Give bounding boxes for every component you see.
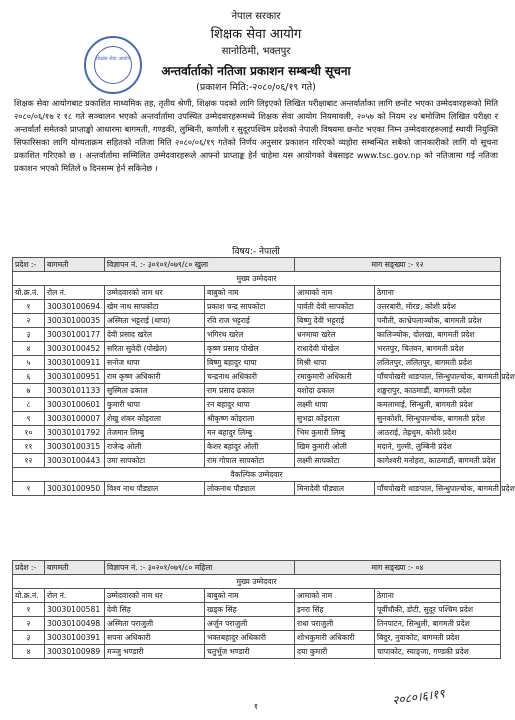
table-cell: भरतपुर, चितवन, बागमती प्रदेश [375,342,501,356]
table-row [13,314,501,328]
table-cell: 30030100950 [45,482,105,496]
table-cell: कृष्ण प्रसाद पोखेल [205,342,295,356]
commission-name: शिक्षक सेवा आयोग [210,27,302,42]
page-number: १ [253,702,259,711]
table-band [13,258,501,272]
table-cell: ७ [13,384,45,398]
table-cell: पूर्वीचौकी, डोटी, सुदूर पश्चिम प्रदेश [375,603,501,617]
table-cell: 30030101792 [45,426,105,440]
main-candidates-label: मुख्य उम्मेदवार [13,575,501,589]
table-cell: सुनकोशी, सिन्धुपाल्चोक, बागमती प्रदेश [375,412,501,426]
band-pradesh-label: प्रदेश :- [13,258,45,272]
table-cell: २ [13,314,45,328]
table-cell: राम कृष्ण अधिकारी [105,370,205,384]
table-cell: पाँचपोखरी थाङपाल, सिन्धुपाल्चोक, बागमती प्रदेश [375,482,501,496]
table-row [13,482,501,496]
table-cell: रवि राज भट्टराई [205,314,295,328]
table-cell: राजेन्द्र ओली [105,440,205,454]
table-cell: पाँचपोखरी थाङपाल, सिन्धुपाल्चोक, बागमती प्रदेश [375,370,501,384]
band-vigyapan: विज्ञापन नं. :- ३०१०१/०७९/८० खुला [105,258,295,272]
table-cell: कमलामाई, सिन्धुली, बागमती प्रदेश [375,398,501,412]
alternate-candidates-label-row [13,468,501,482]
table-cell: मिश्री थापा [295,356,375,370]
table-cell: कालिञ्चोक, दोलखा, बागमती प्रदेश [375,328,501,342]
table-row [13,370,501,384]
table-cell: चन्द्रनाथ अधिकारी [205,370,295,384]
table-cell: 30030100443 [45,454,105,468]
table-cell: ललितपुर, ललितपुर, बागमती प्रदेश [375,356,501,370]
table-cell: 30030100452 [45,342,105,356]
table-cell: देवी सिंह [105,603,205,617]
table-cell: ३ [13,631,45,645]
table-cell: सपना अधिकारी [105,631,205,645]
table-header-row [13,589,501,603]
table-cell: राम प्रसाद ढकाल [205,384,295,398]
table-cell: उमा सापकोटा [105,454,205,468]
main-candidates-label: मुख्य उम्मेदवार [13,272,501,286]
main-candidates-label-row [13,575,501,589]
table-cell: २ [13,617,45,631]
table-cell: लक्ष्मी थापा [295,398,375,412]
table-cell: धनमाया खरेल [295,328,375,342]
table-row [13,300,501,314]
table-row [13,440,501,454]
table-band [13,561,501,575]
table-cell: ९ [13,412,45,426]
column-header: बाबुको नाम [205,286,295,300]
table-cell: भक्तबहादुर अधिकारी [205,631,295,645]
table-cell: रमाकुमारी अधिकारी [295,370,375,384]
table-cell: ४ [13,342,45,356]
main-candidates-label-row [13,272,501,286]
band-pradesh: बागमती [45,561,105,575]
table-cell: सुस्मिता ढकाल [105,384,205,398]
table-cell: मन बहादुर लिम्बु [205,426,295,440]
table-cell: राम गोपाल सापकोटा [205,454,295,468]
table-cell: भिम कुमारी लिम्बु [295,426,375,440]
table-row [13,328,501,342]
table-cell: चापाकोट, स्याङ्जा, गण्डकी प्रदेश [375,645,501,659]
table-cell: चतुर्भुज भण्डारी [205,645,295,659]
table-cell: दया कुमारी [295,645,375,659]
table-cell: कागेश्वरी मनोहरा, काठमाडौं, बागमती प्रदेश [375,454,501,468]
table-cell: यशोदा ढकाल [295,384,375,398]
table-cell: १२ [13,454,45,468]
results-table-1 [12,257,515,496]
table-cell: 30030100911 [45,356,105,370]
table-cell: लोकनाथ पौड्याल [205,482,295,496]
table-cell: 30030101133 [45,384,105,398]
column-header: यो.क्र.नं. [13,286,45,300]
table-cell: 30030100989 [45,645,105,659]
table-cell: खेम नाथ सापकोटा [105,300,205,314]
column-header: ठेगाना [375,589,501,603]
table-row [13,617,501,631]
column-header: रोल नं. [45,286,105,300]
column-header: यो.क्र.नं. [13,589,45,603]
table-cell: सरिता सुवेदी (पोखेल) [105,342,205,356]
table-cell: ५ [13,356,45,370]
commission-address: सानोठिमी, भक्तपुर [221,46,291,57]
table-cell: ११ [13,440,45,454]
table-cell: सनोज थापा [105,356,205,370]
table-cell: ८ [13,398,45,412]
publication-date: (प्रकाशन मिति:-२०८०/०६/१९ गते) [196,82,316,93]
table-cell: बिदुर, नुवाकोट, बागमती प्रदेश [375,631,501,645]
table-cell: ६ [13,370,45,384]
table-cell: 30030100581 [45,603,105,617]
table-row [13,426,501,440]
table-cell: राधादेवी पोखेल [295,342,375,356]
column-header: आमाको नाम [295,286,375,300]
table-cell: अस्मिता पराजुली [105,617,205,631]
table-row [13,454,501,468]
table-cell: विश्व नाथ पौड्याल [105,482,205,496]
table-cell: 30030100601 [45,398,105,412]
band-pradesh-label: प्रदेश :- [13,561,45,575]
table-cell: पार्वती देवी सापकोटा [295,300,375,314]
table-cell: देवी प्रसाद खरेल [105,328,205,342]
table-cell: मदाने, गुल्मी, लुम्बिनी प्रदेश [375,440,501,454]
subject-heading: विषय:- नेपाली [232,247,280,257]
table-cell: लक्ष्मी सापकोटा [295,454,375,468]
column-header: उम्मेदवारको नाम थर [105,589,205,603]
table-cell: केशर बहादुर ओली [205,440,295,454]
table-cell: 30030100694 [45,300,105,314]
table-header-row [13,286,501,300]
column-header: बाबुको नाम [205,589,295,603]
table-cell: खड्क सिंह [205,603,295,617]
table-cell: १ [13,300,45,314]
table-cell: बिष्णु बहादुर थापा [205,356,295,370]
table-cell: मिनादेवी पौड्याल [295,482,375,496]
table-cell: श्रीकृष्ण कोइराला [205,412,295,426]
table-cell: प्रकाश चन्द्र सापकोटा [205,300,295,314]
table-cell: बिष्णु देवी भट्टराई [295,314,375,328]
results-table-2 [12,560,501,659]
table-row [13,631,501,645]
table-cell: 30030100951 [45,370,105,384]
table-cell: ४ [13,645,45,659]
table-cell: ३ [13,328,45,342]
table-cell: शोभकुमारी अधिकारी [295,631,375,645]
table-cell: १ [13,482,45,496]
column-header: ठेगाना [375,286,501,300]
table-cell: आठराई, तेह्रथुम, कोशी प्रदेश [375,426,501,440]
table-cell: पनौती, काभ्रेपलाञ्चोक, बागमती प्रदेश [375,314,501,328]
table-cell: इनरा सिंह [295,603,375,617]
government-name: नेपाल सरकार [231,11,281,22]
table-cell: मञ्जु भण्डारी [105,645,205,659]
table-cell: कुमारी थापा [105,398,205,412]
band-pradesh: बागमती [45,258,105,272]
table-cell: 30030100035 [45,314,105,328]
table-cell: रन बहादुर थापा [205,398,295,412]
notice-title: अन्तर्वार्ताको नतिजा प्रकाशन सम्बन्धी सूचना [161,64,351,78]
notice-paragraph: शिक्षक सेवा आयोगबाट प्रकाशित माध्यमिक तह, तृतीय श्रेणी, शिक्षक पदको लागि लिइएको लिखित परीक्षाबाट अन्तर्वार्ताका लागि छनोट भएका उम्मेदवारहरूको मिति २०८०/०६/१७ र १८ गते सञ्चालन भएको अन्तर्वार्तामा उपस्थित उम्मेदवारहरूमध्ये शिक्षक सेवा आयोग नियमावली, २०५७ को नियम २४ बमोजिम लिखित परीक्षा र अन्तर्वार्ता समेतको प्राप्ताङ्को आधारमा बागमती, गण्डकी, लुम्बिनी, कर्णाली र सुदूरपश्चिम प्रदेशको नेपाली विषयमा छनोट भएका निम्न उम्मेदवारहरूलाई स्थायी नियुक्ति सिफारिसका लागि योग्यताक्रम सहितको नतिजा मिति २०८०/०६/१९ गतेको निर्णय अनुसार प्रकाशन गरिएको व्यहोरा सम्बन्धित सबैको जानकारीको लागि यो सूचना प्रकाशित गरिएको छ । अन्तर्वार्तामा सम्मिलित उम्मेदवारहरूले आफ्नो प्राप्ताङ्क हेर्न चाहेमा यस आयोगको वेबसाइट www.tsc.gov.np को नतिजामा गई नतिजा प्रकाशन भएको मितिले ७ दिनसम्म हेर्न सकिनेछ । [14,98,498,173]
table-row [13,384,501,398]
table-cell: राधा पराजुली [295,617,375,631]
table-row [13,645,501,659]
alternate-candidates-label: वैकल्पिक उम्मेदवार [13,468,501,482]
table-row [13,356,501,370]
table-cell: 30030100177 [45,328,105,342]
table-row [13,398,501,412]
table-cell: 30030100498 [45,617,105,631]
table-cell: शेखु शंकर कोइराला [105,412,205,426]
table-cell: उत्तरबारी, मोरङ, कोशी प्रदेश [375,300,501,314]
table-cell: तेजमान लिम्बु [105,426,205,440]
table-row [13,412,501,426]
table-cell: खिम कुमारी ओली [295,440,375,454]
band-vigyapan: विज्ञापन नं. :- ३०२०१/०७९/८० महिला [105,561,295,575]
column-header: आमाको नाम [295,589,375,603]
table-cell: अस्मिता भट्टराई (थापा) [105,314,205,328]
table-cell: 30030100315 [45,440,105,454]
band-seats: माग सङ्ख्या :- ०४ [295,561,501,575]
table-cell: १० [13,426,45,440]
handwritten-signature: २०८०।६।१९ [391,686,446,708]
column-header: उम्मेदवारको नाम थर [105,286,205,300]
table-row [13,603,501,617]
table-cell: 30030100391 [45,631,105,645]
band-seats: माग सङ्ख्या :- १२ [295,258,501,272]
seal-text: शिक्षक सेवा आयोग [95,56,131,62]
table-cell: भगिरथ खरेल [205,328,295,342]
table-row [13,342,501,356]
table-cell: शङ्खरापुर, काठमाडौं, बागमती प्रदेश [375,384,501,398]
table-cell: 30030100007 [45,412,105,426]
table-cell: तिनपाटन, सिन्धुली, बागमती प्रदेश [375,617,501,631]
table-cell: १ [13,603,45,617]
column-header: रोल नं. [45,589,105,603]
table-cell: अर्जुन पराजुली [205,617,295,631]
table-cell: सुभद्रा कोइराला [295,412,375,426]
